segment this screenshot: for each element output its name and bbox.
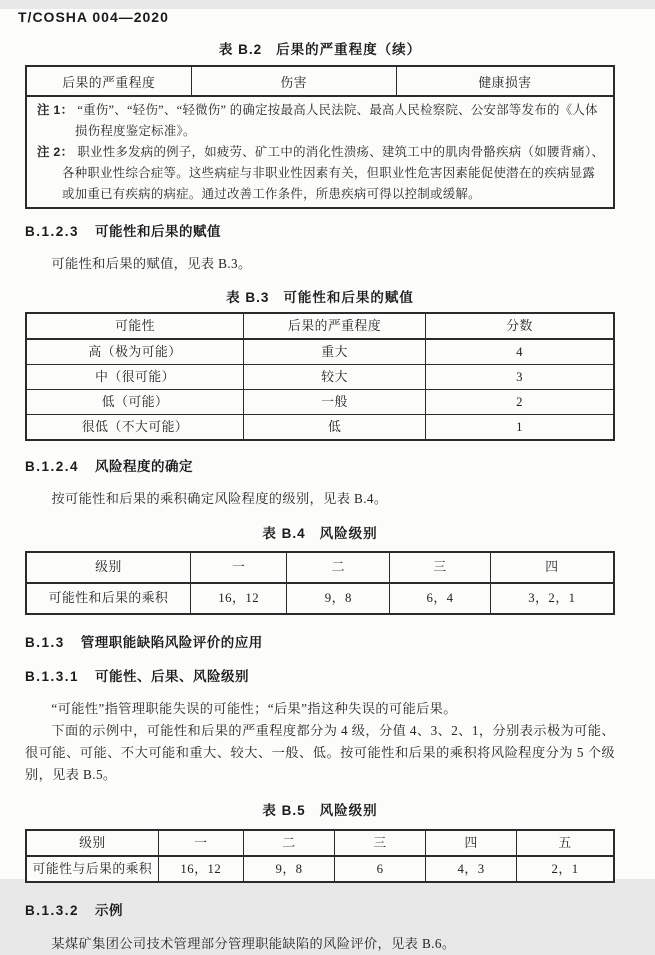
table-b5-header-row	[26, 830, 614, 856]
table-b2-title	[25, 38, 615, 58]
section-number: B.1.2.3	[25, 224, 80, 239]
table-b5-label: 表 B.5	[262, 803, 306, 818]
table-b5-header-cell: 二	[243, 830, 334, 856]
table-cell: 较大	[244, 365, 426, 390]
section-heading-b124	[25, 455, 615, 475]
section-title: 可能性和后果的赋值	[95, 224, 222, 239]
paragraph-b131-1: “可能性”指管理职能失误的可能性；“后果”指这种失误的可能后果。	[51, 701, 457, 716]
table-cell: 低（可能）	[26, 390, 244, 415]
table-cell: 4	[426, 339, 614, 365]
table-row	[26, 583, 614, 614]
table-b3	[25, 312, 615, 441]
table-b2-header-cell: 伤害	[191, 66, 396, 96]
table-cell: 低	[244, 415, 426, 441]
table-b2-label: 表 B.2	[218, 42, 263, 57]
table-b2-notes-cell	[26, 96, 614, 208]
table-b5-header-cell: 级别	[26, 830, 158, 856]
section-title: 风险程度的确定	[95, 459, 194, 474]
section-title: 管理职能缺陷风险评价的应用	[80, 635, 263, 650]
table-cell: 6	[335, 856, 426, 882]
doc-code: T/COSHA 004—2020	[18, 9, 169, 25]
table-b3-header-cell: 后果的严重程度	[244, 313, 426, 339]
table-cell: 9，8	[243, 856, 334, 882]
document-page	[0, 9, 655, 951]
table-b5-header-cell: 三	[335, 830, 426, 856]
table-cell: 中（很可能）	[26, 365, 244, 390]
paragraph-b124: 按可能性和后果的乘积确定风险程度的级别，见表 B.4。	[51, 491, 388, 506]
section-heading-b132	[25, 899, 615, 919]
table-b4-label: 表 B.4	[262, 526, 306, 541]
table-b4-header-cell: 二	[287, 552, 390, 583]
table-cell: 6，4	[390, 583, 491, 614]
table-cell: 3，2，1	[490, 583, 614, 614]
table-b3-title	[25, 286, 615, 306]
table-cell: 高（极为可能）	[26, 339, 244, 365]
table-b5-name: 风险级别	[319, 803, 378, 818]
table-row	[26, 339, 614, 365]
table-b4-header-cell: 三	[390, 552, 491, 583]
table-b3-name: 可能性和后果的赋值	[283, 290, 414, 305]
table-cell: 16，12	[158, 856, 243, 882]
table-row	[26, 390, 614, 415]
table-b2-header-cell: 健康损害	[396, 66, 614, 96]
table-b4	[25, 551, 615, 615]
table-b5-title	[25, 799, 615, 819]
section-number: B.1.3.1	[25, 669, 80, 684]
note-1-label: 注 1：	[37, 103, 74, 117]
table-cell: 可能性与后果的乘积	[26, 856, 158, 882]
table-b2-header-row	[26, 66, 614, 96]
table-b2-header-cell: 后果的严重程度	[26, 66, 191, 96]
table-cell: 1	[426, 415, 614, 441]
section-heading-b13	[25, 631, 615, 651]
paragraph-b123: 可能性和后果的赋值，见表 B.3。	[51, 256, 252, 271]
table-b4-title	[25, 522, 615, 542]
table-cell: 可能性和后果的乘积	[26, 583, 190, 614]
table-b4-header-row	[26, 552, 614, 583]
table-cell: 4，3	[426, 856, 517, 882]
table-cell: 9，8	[287, 583, 390, 614]
table-b5-header-cell: 五	[517, 830, 614, 856]
table-row	[26, 856, 614, 882]
paragraph-b131-2: 下面的示例中，可能性和后果的严重程度都分为 4 级，分值 4、3、2、1，分别表示极为可能、很可能、可能、不大可能和重大、较大、一般、低。按可能性和后果的乘积将风险程度分为 5 个级别，见表 B.5。	[25, 723, 615, 782]
table-b5	[25, 829, 615, 883]
table-b4-header-cell: 一	[190, 552, 286, 583]
document-content	[25, 38, 615, 955]
note-2-text: 职业性多发病的例子，如疲劳、矿工中的消化性溃疡、建筑工中的肌肉骨骼疾病（如腰背痛）、各种职业性综合症等。这些病症与非职业性因素有关，但职业性危害因素能促使潜在的疾病显露或加重已有疾病的病症。通过改善工作条件，所患疾病可得以控制或缓解。	[62, 145, 605, 201]
table-b2	[25, 65, 615, 209]
table-b4-header-cell: 级别	[26, 552, 190, 583]
table-b3-header-cell: 分数	[426, 313, 614, 339]
table-b4-header-cell: 四	[490, 552, 614, 583]
table-row	[26, 365, 614, 390]
table-b3-header-cell: 可能性	[26, 313, 244, 339]
table-cell: 重大	[244, 339, 426, 365]
section-number: B.1.3	[25, 635, 65, 650]
table-cell: 一般	[244, 390, 426, 415]
section-number: B.1.2.4	[25, 459, 80, 474]
paragraph-b132: 某煤矿集团公司技术管理部分管理职能缺陷的风险评价，见表 B.6。	[51, 936, 456, 951]
table-b2-notes-row	[26, 96, 614, 208]
section-number: B.1.3.2	[25, 903, 80, 918]
section-heading-b123	[25, 220, 615, 240]
table-b2-name: 后果的严重程度（续）	[276, 42, 422, 57]
table-cell: 2，1	[517, 856, 614, 882]
table-b3-label: 表 B.3	[226, 290, 270, 305]
table-cell: 16，12	[190, 583, 286, 614]
table-cell: 很低（不大可能）	[26, 415, 244, 441]
section-title: 可能性、后果、风险级别	[95, 669, 250, 684]
note-1	[37, 100, 605, 142]
table-row	[26, 415, 614, 441]
note-1-text: “重伤”、“轻伤”、“轻微伤” 的确定按最高人民法院、最高人民检察院、公安部等发布的《人体损伤程度鉴定标准》。	[75, 103, 598, 138]
section-title: 示例	[95, 903, 124, 918]
table-cell: 2	[426, 390, 614, 415]
note-2	[37, 142, 605, 205]
table-b4-name: 风险级别	[319, 526, 378, 541]
table-b5-header-cell: 一	[158, 830, 243, 856]
table-b5-header-cell: 四	[426, 830, 517, 856]
section-heading-b131	[25, 665, 615, 685]
note-2-label: 注 2：	[37, 145, 74, 159]
table-b3-header-row	[26, 313, 614, 339]
table-cell: 3	[426, 365, 614, 390]
